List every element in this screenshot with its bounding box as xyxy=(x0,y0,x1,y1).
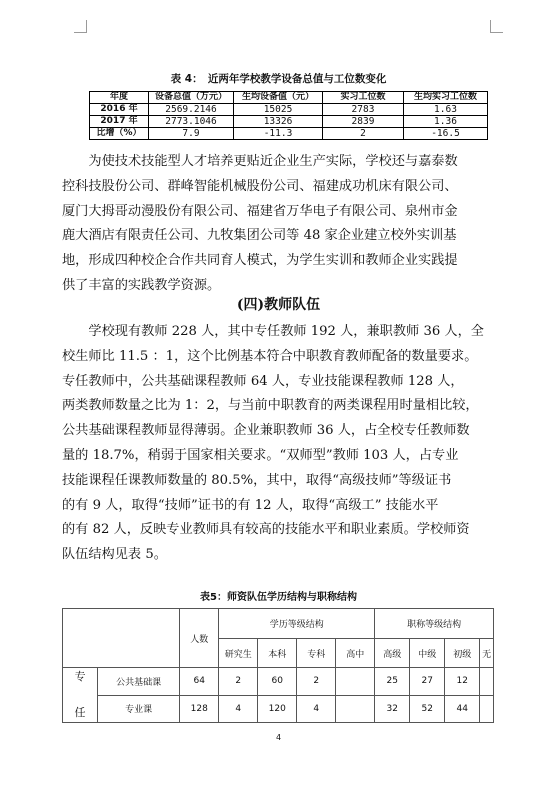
table-cell: 1.63 xyxy=(404,104,488,116)
table-header-row xyxy=(63,609,494,639)
table-cell: 12 xyxy=(445,668,480,696)
table-cell: -16.5 xyxy=(404,128,488,140)
table-cell: 4 xyxy=(297,695,336,723)
table4-caption: 表 4： 近两年学校教学设备总值与工位数变化 xyxy=(170,73,387,85)
header-cell: 年度 xyxy=(90,92,149,104)
section-heading: (四)教师队伍 xyxy=(236,297,321,313)
header-cell: 生均实习工位数 xyxy=(404,92,488,104)
education-group-header: 学历等级结构 xyxy=(219,609,375,639)
header-cell: 研究生 xyxy=(219,639,258,668)
paragraph-line: 鹿大酒店有限责任公司、九牧集团公司等 48 家企业建立校外实训基 xyxy=(62,228,457,244)
paragraph-line: 控科技股份公司、群峰智能机械股份公司、福建成功机床有限公司、 xyxy=(62,178,458,194)
page-number: 4 xyxy=(275,733,282,742)
table-row xyxy=(90,104,488,116)
cooperation-paragraph xyxy=(62,150,494,299)
paragraph-line: 两类教师数量之比为 1：2，与当前中职教育的两类课程用时量相比较， xyxy=(62,398,479,414)
row-label: 专业课 xyxy=(98,695,180,723)
table-cell: 2783 xyxy=(323,104,404,116)
row-label: 公共基础课 xyxy=(98,668,180,696)
table-cell: 2016 年 xyxy=(90,104,149,116)
table-cell: 1.36 xyxy=(404,116,488,128)
paragraph-line: 地，形成四种校企合作共同育人模式，为学生实训和教师企业实践提 xyxy=(62,253,458,269)
table-cell: 44 xyxy=(445,695,480,723)
headcount-header: 人数 xyxy=(180,609,219,668)
paragraph-line: 校生师比 11.5 ：1，这个比例基本符合中职教育教师配备的数量要求。 xyxy=(62,348,478,364)
header-cell: 设备总值（万元） xyxy=(149,92,234,104)
table-cell: 2839 xyxy=(323,116,404,128)
paragraph-line: 为使技术技能型人才培养更贴近企业生产实际，学校还与嘉泰数 xyxy=(88,154,458,169)
title-group-header: 职称等级结构 xyxy=(375,609,494,639)
paragraph-line: 公共基础课程教师显得薄弱。企业兼职教师 36 人，占全校专任教师数 xyxy=(62,423,470,439)
table-cell xyxy=(480,695,494,723)
table-cell: 27 xyxy=(410,668,445,696)
header-cell: 无 xyxy=(480,639,494,668)
header-cell: 高中 xyxy=(336,639,375,668)
paragraph-line: 的有 9 人，取得“技师”证书的有 12 人，取得“高级工” 技能水平 xyxy=(62,497,439,513)
table-cell: 120 xyxy=(258,695,297,723)
staff-structure-table xyxy=(62,608,494,723)
side-label-cell xyxy=(63,668,98,723)
table-cell: 15025 xyxy=(234,104,323,116)
table-cell: 2 xyxy=(323,128,404,140)
paragraph-line: 学校现有教师 228 人，其中专任教师 192 人，兼职教师 36 人，全 xyxy=(88,324,484,339)
table-row xyxy=(90,128,488,140)
table-cell: -11.3 xyxy=(234,128,323,140)
table-cell: 25 xyxy=(375,668,410,696)
table-cell: 128 xyxy=(180,695,219,723)
paragraph-line: 量的 18.7%，稍弱于国家相关要求。“双师型”教师 103 人，占专业 xyxy=(62,447,459,463)
paragraph-line: 技能课程任课教师数量的 80.5%，其中，取得“高级技师”等级证书 xyxy=(62,472,452,488)
table-cell: 4 xyxy=(219,695,258,723)
empty-corner-cell xyxy=(63,609,180,668)
crop-mark-top-right xyxy=(490,20,503,33)
header-cell: 专科 xyxy=(297,639,336,668)
table-cell: 2569.2146 xyxy=(149,104,234,116)
paragraph-line: 专任教师中，公共基础课程教师 64 人，专业技能课程教师 128 人， xyxy=(62,373,464,389)
paragraph-line: 供了丰富的实践教学资源。 xyxy=(62,277,221,293)
table-cell: 7.9 xyxy=(149,128,234,140)
header-cell: 中级 xyxy=(410,639,445,668)
table-cell: 2773.1046 xyxy=(149,116,234,128)
table5-caption: 表5：师资队伍学历结构与职称结构 xyxy=(200,592,357,603)
side-label-char: 任 xyxy=(74,706,86,719)
table-row xyxy=(63,695,494,723)
table-row xyxy=(63,668,494,696)
table-cell: 64 xyxy=(180,668,219,696)
table-cell: 52 xyxy=(410,695,445,723)
table-cell: 比增（%） xyxy=(90,128,149,140)
table-cell: 2017 年 xyxy=(90,116,149,128)
table-cell xyxy=(480,668,494,696)
side-label-char: 专 xyxy=(74,670,86,683)
header-cell: 初级 xyxy=(445,639,480,668)
table-cell: 13326 xyxy=(234,116,323,128)
table-cell: 32 xyxy=(375,695,410,723)
table-cell: 60 xyxy=(258,668,297,696)
table-cell: 2 xyxy=(297,668,336,696)
table-row xyxy=(90,116,488,128)
teacher-paragraph xyxy=(62,320,494,568)
header-cell: 本科 xyxy=(258,639,297,668)
crop-mark-top-left xyxy=(74,20,87,33)
table-header-row xyxy=(90,92,488,104)
paragraph-line: 队伍结构见表 5。 xyxy=(62,547,167,563)
table-cell xyxy=(336,668,375,696)
header-cell: 实习工位数 xyxy=(323,92,404,104)
header-cell: 生均设备值（元） xyxy=(234,92,323,104)
paragraph-line: 的有 82 人，反映专业教师具有较高的技能水平和职业素质。学校师资 xyxy=(62,522,470,538)
equipment-table xyxy=(89,91,488,140)
paragraph-line: 厦门大拇哥动漫股份有限公司、福建省万华电子有限公司、泉州市金 xyxy=(62,203,458,219)
table-cell xyxy=(336,695,375,723)
table-cell: 2 xyxy=(219,668,258,696)
header-cell: 高级 xyxy=(375,639,410,668)
